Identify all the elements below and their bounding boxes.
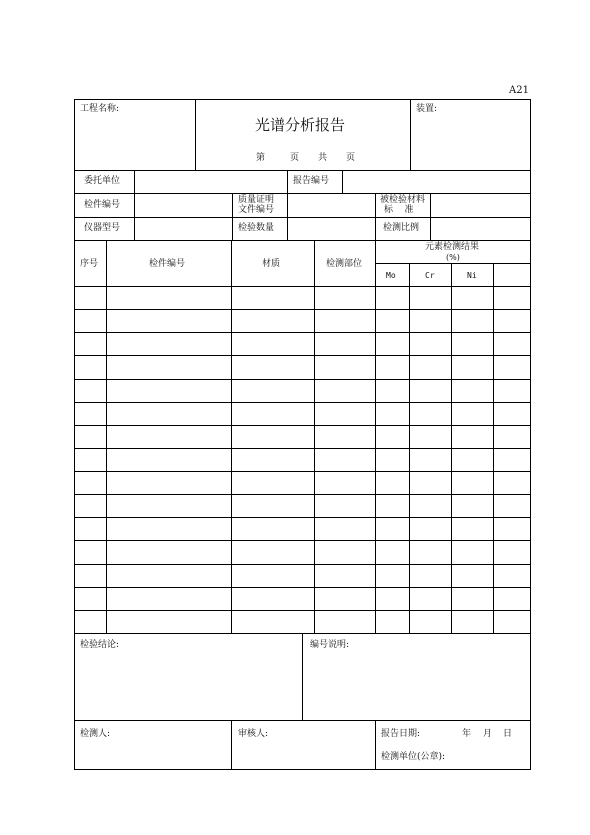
divider <box>74 217 531 218</box>
material-standard-label: 标 准 <box>384 205 414 215</box>
table-row-line <box>74 517 531 518</box>
element-header-mo: Mo <box>386 271 396 280</box>
table-row-line <box>74 355 531 356</box>
border-right <box>530 99 531 770</box>
border-bottom <box>74 769 531 770</box>
page-word: 第 <box>256 153 266 163</box>
divider <box>410 99 411 170</box>
element-header-cr: Cr <box>425 271 435 280</box>
unit-seal-label: 检测单位(公章): <box>381 752 446 762</box>
reviewer-label: 审核人: <box>238 729 269 739</box>
table-row-line <box>74 587 531 588</box>
report-no-label: 报告编号 <box>293 176 330 186</box>
table-row-line <box>74 402 531 403</box>
divider <box>430 193 431 240</box>
col-location-header: 检测部位 <box>326 259 363 269</box>
report-date-label: 报告日期: <box>381 729 421 739</box>
table-row-line <box>74 309 531 310</box>
material-standard-label: 被检验材料 <box>380 195 426 205</box>
table-row-line <box>74 379 531 380</box>
col-line <box>231 240 232 633</box>
table-row-line <box>74 448 531 449</box>
table-row-line <box>74 540 531 541</box>
date-day: 日 <box>503 729 513 739</box>
divider <box>232 193 233 240</box>
numbering-note-label: 编号说明: <box>310 640 350 650</box>
table-row-line <box>74 332 531 333</box>
col-line <box>314 240 315 633</box>
divider <box>74 170 531 171</box>
divider <box>375 263 531 264</box>
col-line <box>375 240 376 633</box>
form-code: A21 <box>509 85 529 96</box>
divider <box>74 193 531 194</box>
page-title: 光谱分析报告 <box>255 116 346 134</box>
date-month: 月 <box>483 729 493 739</box>
border-left <box>74 99 75 770</box>
border-top <box>74 99 531 100</box>
table-row-line <box>74 564 531 565</box>
instrument-label: 仪器型号 <box>84 223 121 233</box>
part-no-label: 检件编号 <box>84 200 121 210</box>
divider <box>375 193 376 240</box>
quality-cert-label: 文件编号 <box>238 205 275 215</box>
date-year: 年 <box>462 729 472 739</box>
client-label: 委托单位 <box>84 176 121 186</box>
col-line <box>106 240 107 633</box>
divider <box>287 170 288 240</box>
page-word: 共 <box>318 153 328 163</box>
divider <box>231 720 232 770</box>
project-name-label: 工程名称: <box>80 104 120 114</box>
divider <box>195 99 196 170</box>
divider <box>134 170 135 240</box>
col-material-header: 材质 <box>262 259 281 269</box>
quality-cert-label: 质量证明 <box>238 195 275 205</box>
table-row-line <box>74 425 531 426</box>
page-word: 页 <box>346 153 356 163</box>
elements-unit: (%) <box>446 253 460 262</box>
divider <box>302 633 303 720</box>
divider <box>74 720 531 721</box>
divider <box>74 286 531 287</box>
page-word: 页 <box>290 153 300 163</box>
col-seq-header: 序号 <box>80 259 99 269</box>
divider <box>74 240 531 241</box>
element-header-ni: Ni <box>467 271 477 280</box>
quantity-label: 检验数量 <box>238 223 275 233</box>
device-label: 装置: <box>416 104 438 114</box>
table-row-line <box>74 494 531 495</box>
col-part-no-header: 检件编号 <box>149 259 186 269</box>
inspector-label: 检测人: <box>80 729 111 739</box>
inspection-conclusion-label: 检验结论: <box>80 640 120 650</box>
divider <box>342 170 343 194</box>
table-row-line <box>74 471 531 472</box>
table-row-line <box>74 610 531 611</box>
elements-title: 元素检测结果 <box>425 242 480 252</box>
ratio-label: 检测比例 <box>383 223 420 233</box>
divider <box>375 720 376 770</box>
